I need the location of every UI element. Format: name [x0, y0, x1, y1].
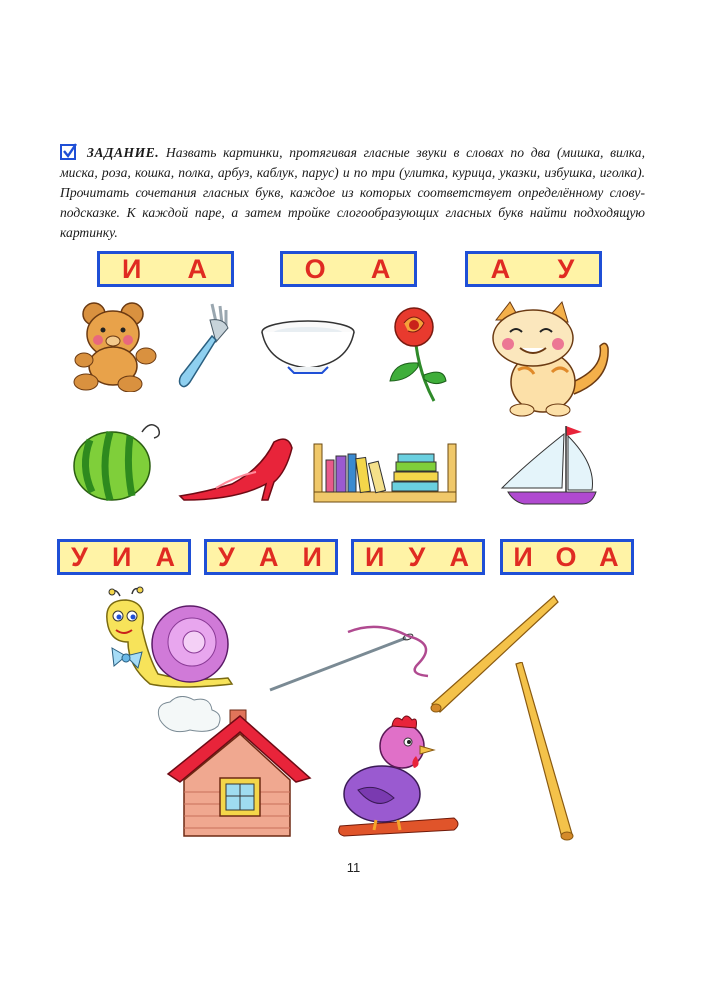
triple-box-4 — [500, 539, 634, 575]
letter: И — [365, 541, 387, 572]
letter: А — [155, 541, 177, 572]
watermelon-icon — [70, 418, 166, 504]
letter: И — [111, 541, 134, 572]
checkbox-checked-icon — [60, 143, 77, 160]
letter: А — [449, 541, 471, 572]
triple-box-1 — [57, 539, 191, 575]
letter: О — [555, 541, 579, 572]
letter: У — [218, 541, 237, 572]
teddy-bear-icon — [68, 300, 164, 392]
triple-box-2 — [204, 539, 338, 575]
triple-box-3 — [351, 539, 485, 575]
rose-icon — [384, 305, 448, 403]
hut-icon — [150, 696, 312, 842]
cat-icon — [488, 300, 610, 420]
letter: У — [557, 253, 577, 284]
task-label: ЗАДАНИЕ. — [87, 145, 160, 160]
task-instructions: Назвать картинки, протягивая гласные звуки в словах по два (мишка, вилка, миска, роза, кошка, полка, арбуз, каблук, парус) и по три (улитка, курица, указки, избушка, иголка). Прочитать сочетания гласных букв, каждое из которых соответствует определённому слову-подсказке. К каждой паре, а затем тройке слогообразующих гласных букв найти подходящую картинку. — [60, 145, 645, 240]
pair-box-1 — [97, 251, 234, 287]
task-text — [60, 143, 645, 243]
letter: А — [258, 541, 281, 572]
pair-box-2 — [280, 251, 417, 287]
high-heel-shoe-icon — [176, 432, 296, 502]
needle-with-thread-icon — [268, 624, 438, 692]
pointer-stick-icon-2 — [514, 662, 574, 844]
pair-box-3 — [465, 251, 602, 287]
snail-icon — [98, 586, 240, 694]
letter: У — [71, 541, 90, 572]
bookshelf-icon — [312, 440, 462, 504]
fork-icon — [176, 302, 232, 390]
letter: О — [304, 253, 328, 284]
page-number: 11 — [346, 860, 361, 875]
bowl-icon — [258, 318, 358, 376]
letter: И — [302, 541, 324, 572]
letter: А — [187, 253, 209, 284]
letter: У — [408, 541, 428, 572]
letter: А — [370, 253, 393, 284]
letter: И — [513, 541, 535, 572]
letter: А — [599, 541, 621, 572]
sailboat-icon — [496, 424, 606, 510]
letter: А — [490, 253, 513, 284]
hen-icon — [336, 712, 464, 840]
letter: И — [122, 253, 144, 284]
